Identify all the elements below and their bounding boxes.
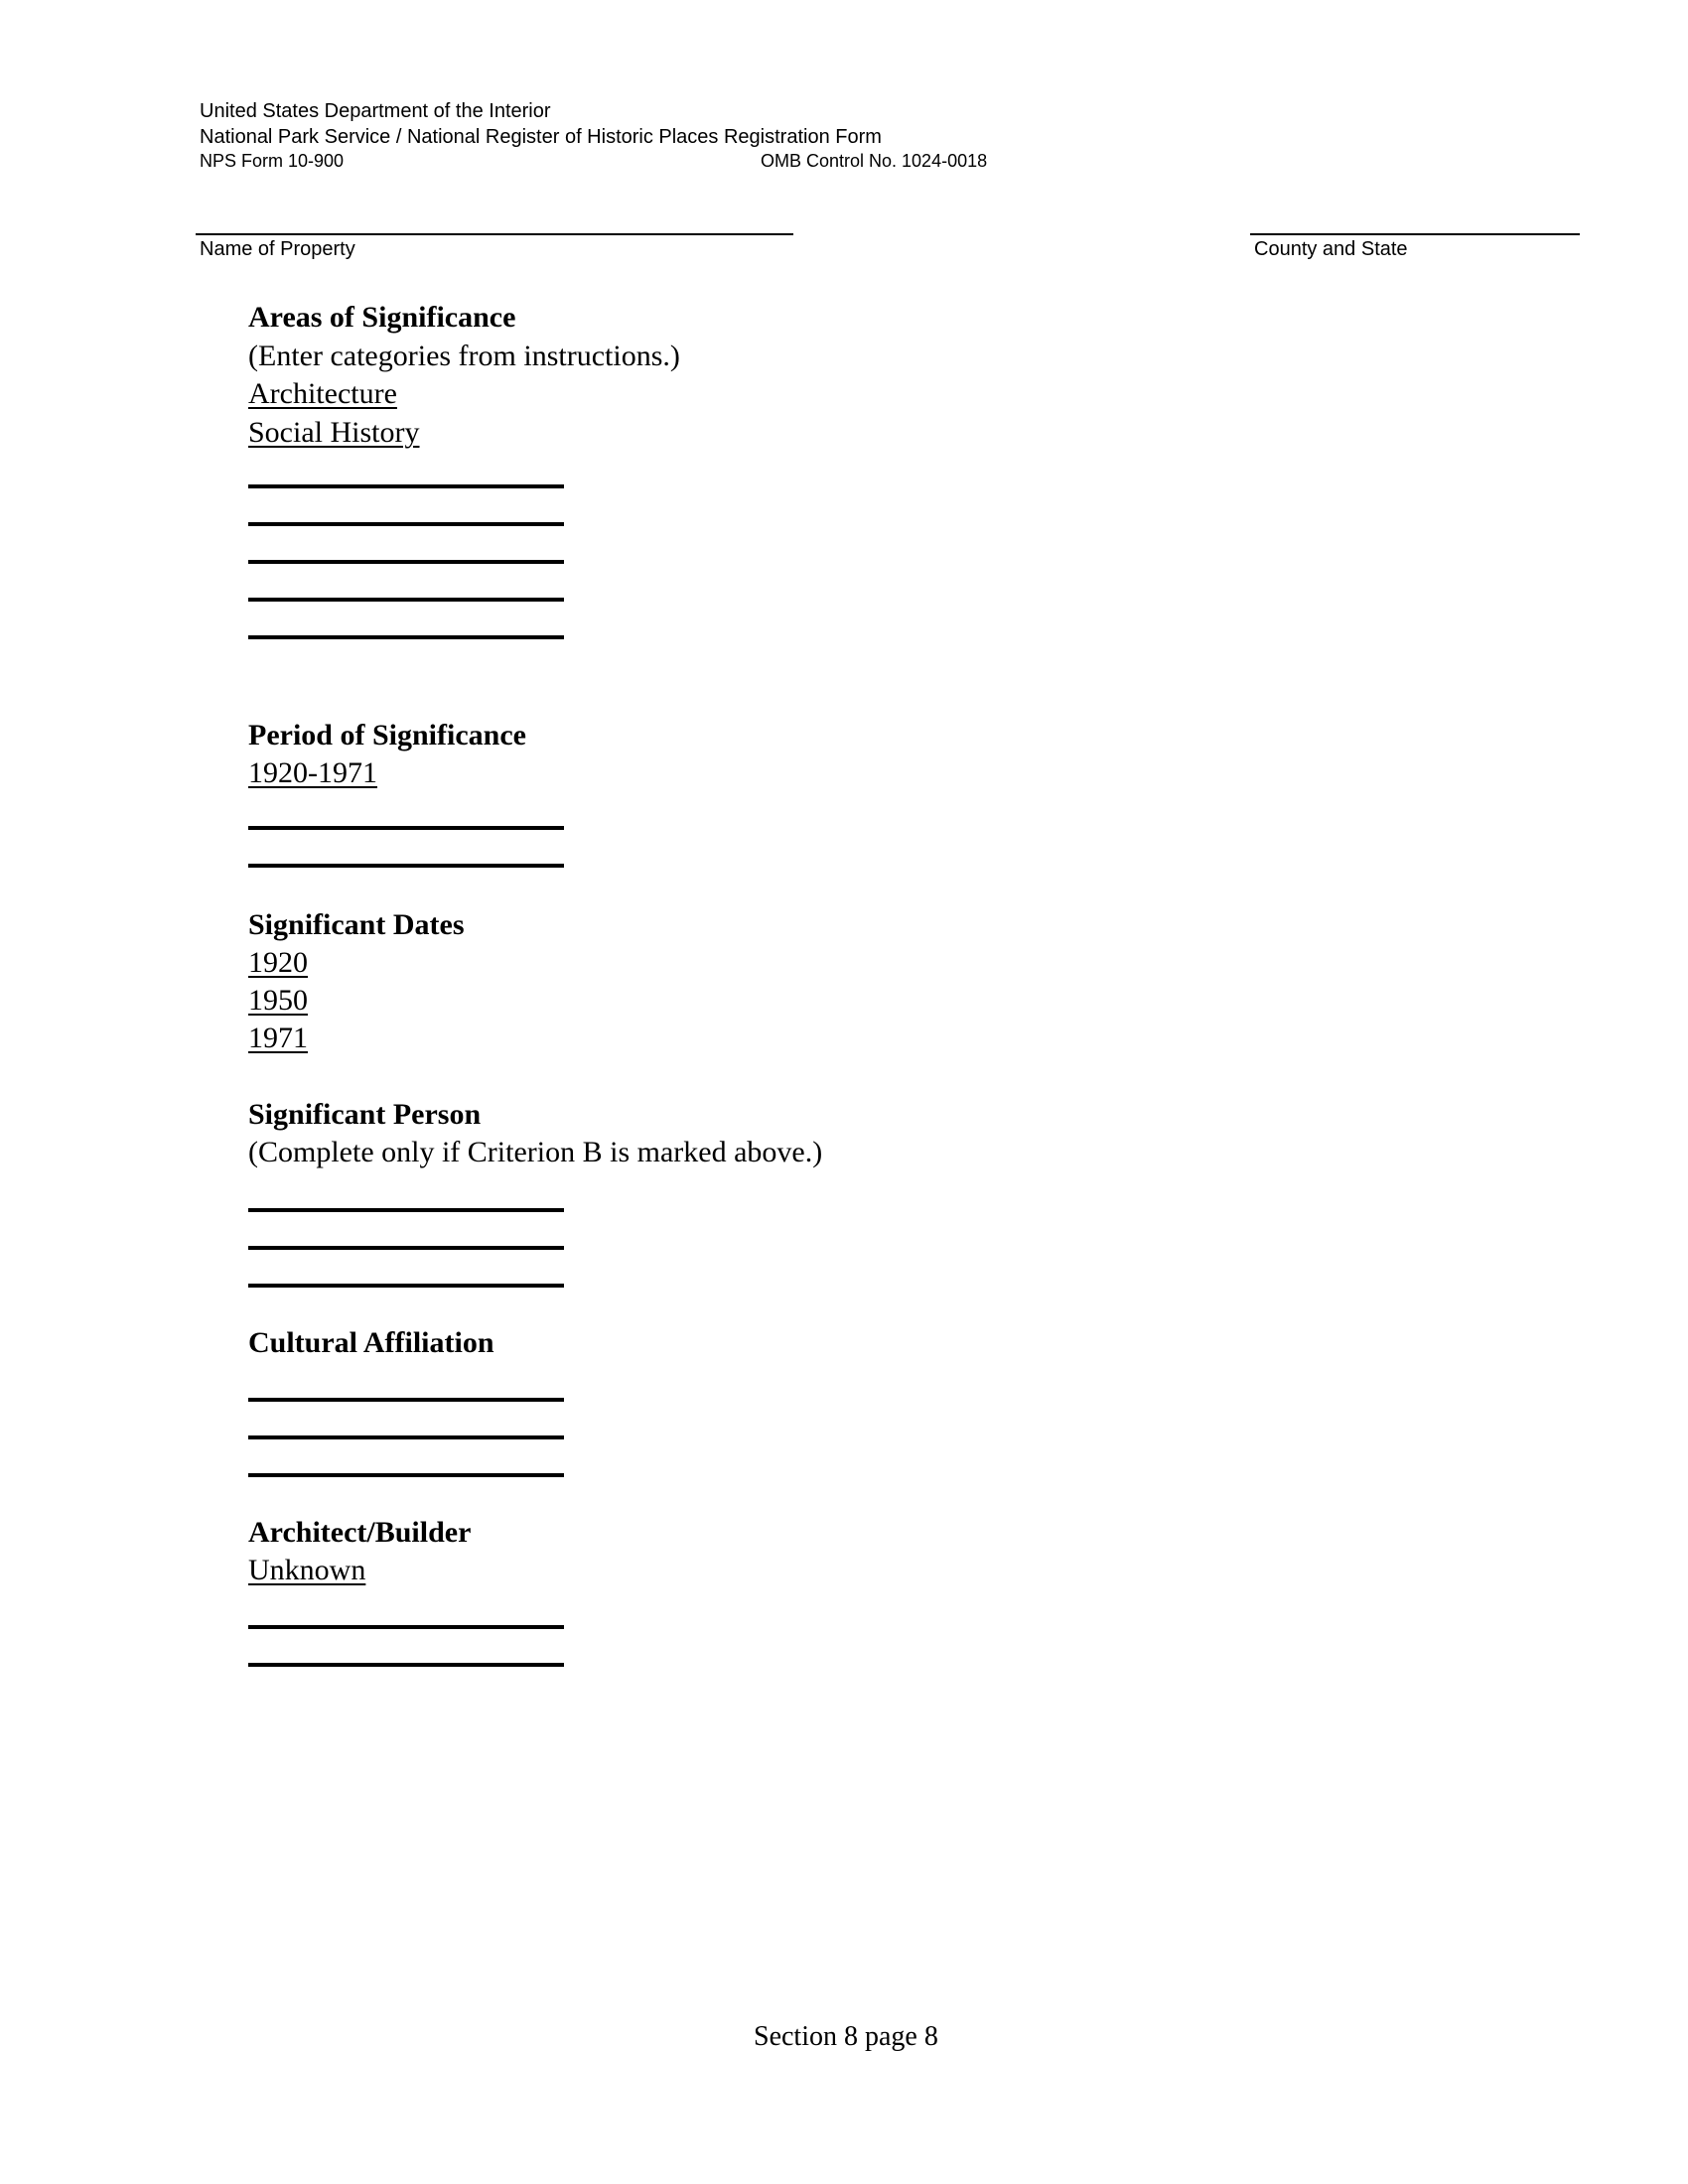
area-blank-line bbox=[248, 484, 564, 488]
date-entry: 1971 bbox=[248, 1022, 308, 1054]
areas-of-significance-heading: Areas of Significance bbox=[248, 301, 516, 334]
significant-person-heading: Significant Person bbox=[248, 1098, 482, 1131]
cultural-blank-line bbox=[248, 1398, 564, 1402]
area-entry-social-history: Social History bbox=[248, 416, 420, 449]
areas-of-significance-instruction: (Enter categories from instructions.) bbox=[248, 340, 680, 372]
architect-blank-line bbox=[248, 1663, 564, 1667]
area-blank-line bbox=[248, 522, 564, 526]
architect-blank-line bbox=[248, 1625, 564, 1629]
area-blank-line bbox=[248, 598, 564, 602]
area-blank-line bbox=[248, 560, 564, 564]
name-of-property-label: Name of Property bbox=[200, 238, 355, 260]
date-entry: 1920 bbox=[248, 946, 308, 979]
period-blank-line bbox=[248, 826, 564, 830]
significant-dates-heading: Significant Dates bbox=[248, 908, 465, 941]
page-footer: Section 8 page 8 bbox=[754, 2021, 938, 2052]
area-blank-line bbox=[248, 635, 564, 639]
period-blank-line bbox=[248, 864, 564, 868]
department-name: United States Department of the Interior bbox=[200, 100, 551, 122]
area-entry-architecture: Architecture bbox=[248, 377, 397, 410]
person-blank-line bbox=[248, 1208, 564, 1212]
name-of-property-line bbox=[196, 233, 793, 235]
person-blank-line bbox=[248, 1284, 564, 1288]
architect-entry: Unknown bbox=[248, 1554, 366, 1586]
period-of-significance-heading: Period of Significance bbox=[248, 719, 526, 751]
omb-control-number: OMB Control No. 1024-0018 bbox=[761, 151, 988, 171]
significant-person-instruction: (Complete only if Criterion B is marked above.) bbox=[248, 1136, 823, 1168]
county-and-state-line bbox=[1250, 233, 1580, 235]
date-entry: 1950 bbox=[248, 984, 308, 1017]
period-entry: 1920-1971 bbox=[248, 756, 377, 789]
form-title: National Park Service / National Register of Historic Places Registration Form bbox=[200, 126, 882, 148]
form-number: NPS Form 10-900 bbox=[200, 151, 345, 171]
cultural-blank-line bbox=[248, 1435, 564, 1439]
person-blank-line bbox=[248, 1246, 564, 1250]
cultural-blank-line bbox=[248, 1473, 564, 1477]
county-and-state-label: County and State bbox=[1254, 238, 1408, 260]
architect-builder-heading: Architect/Builder bbox=[248, 1516, 472, 1549]
cultural-affiliation-heading: Cultural Affiliation bbox=[248, 1326, 494, 1359]
